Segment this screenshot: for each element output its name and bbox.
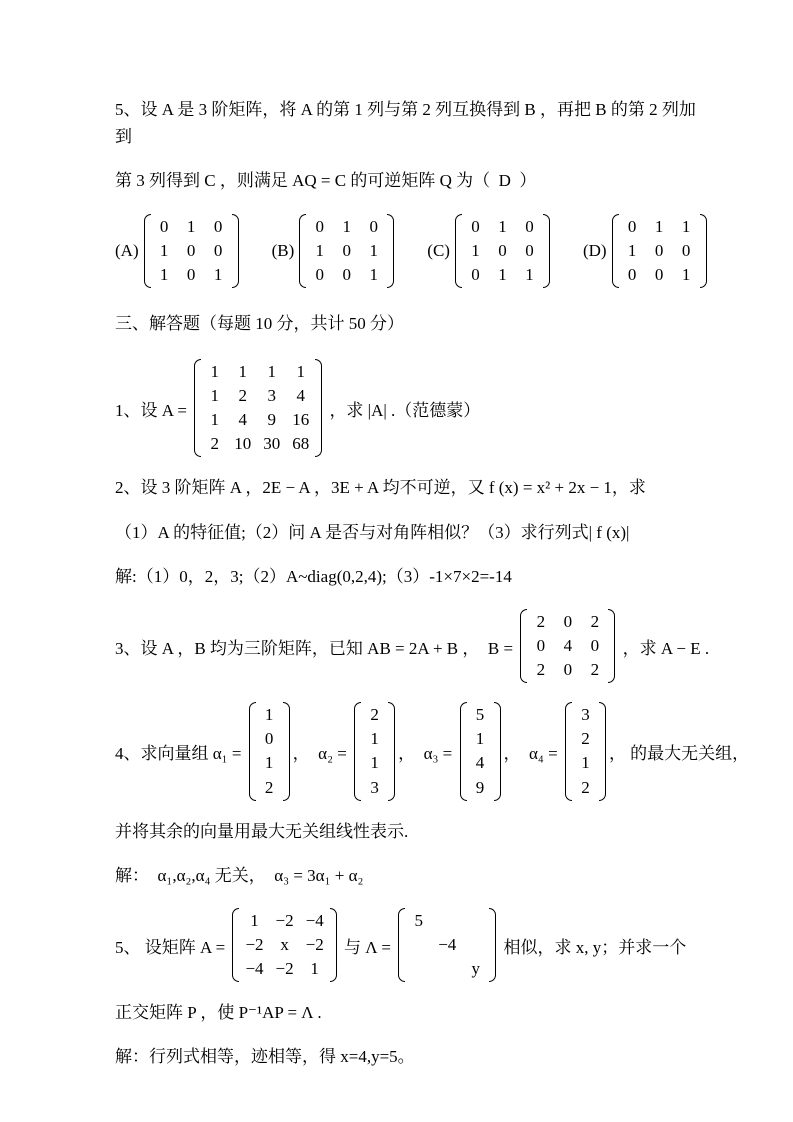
matrix-cell: 4 <box>296 386 305 406</box>
matrix-cell: 0 <box>159 216 169 236</box>
q4-vector-alpha2 <box>354 700 395 802</box>
matrix-cell: 1 <box>238 362 247 382</box>
matrix-cell: 0 <box>654 264 664 284</box>
matrix-cell: 0 <box>186 240 196 260</box>
matrix-cell: −2 <box>275 911 294 930</box>
matrix-cell: x <box>280 935 289 955</box>
q4-seg4-text: ， 的最大无关组， <box>608 743 750 763</box>
q4-solution: 解： α₁,α₂,α₄ 无关， α₃ = 3α₁ + α₂ <box>115 865 364 885</box>
q5-seg0-text: 5、 设矩阵 A = <box>115 937 230 957</box>
q5-seg2-text: 相似，求 x, y；并求一个 <box>499 937 687 957</box>
option-a-matrix <box>144 212 239 290</box>
matrix-cell: −2 <box>275 959 294 979</box>
matrix-cell: 1 <box>475 729 485 749</box>
matrix-cell: 2 <box>581 729 590 749</box>
matrix-cell: 0 <box>536 636 546 656</box>
q5-option-a <box>115 212 242 290</box>
matrix-cell: 2 <box>370 705 379 725</box>
matrix-cell: 0 <box>498 240 507 260</box>
q5-matrix-lambda <box>398 906 496 984</box>
matrix-cell: 3 <box>581 705 590 725</box>
matrix-cell: 1 <box>369 240 379 260</box>
matrix-cell: 2 <box>581 777 590 797</box>
q3-pre-text: 3、设 A ，B 均为三阶矩阵，已知 AB = 2A + B ， B = <box>115 638 518 658</box>
q5-mc-line1: 5、设 A 是 3 阶矩阵，将 A 的第 1 列与第 2 列互换得到 B ，再把 B 的第 2 列加到 <box>115 100 696 147</box>
matrix-cell: 0 <box>213 216 223 236</box>
matrix-cell: 2 <box>210 434 219 454</box>
option-a-label: (A) <box>115 240 139 260</box>
matrix-cell <box>438 910 456 932</box>
matrix-cell: 9 <box>475 777 485 797</box>
q1-post-text: ，求 |A| .（范德蒙） <box>325 400 481 420</box>
q5-option-d <box>583 212 710 290</box>
matrix-cell: 1 <box>315 240 325 260</box>
matrix-cell: 4 <box>475 753 485 773</box>
matrix-cell: 0 <box>627 264 637 284</box>
question-5 <box>115 906 711 984</box>
q5-mc-line2: 第 3 列得到 C ，则满足 AQ = C 的可逆矩阵 Q 为（ D ） <box>115 171 537 191</box>
matrix-cell: 1 <box>681 264 691 284</box>
q5-mc-options-row <box>115 212 711 290</box>
matrix-cell: 0 <box>681 240 691 260</box>
matrix-cell: 1 <box>471 240 480 260</box>
matrix-cell: 5 <box>475 705 485 725</box>
matrix-cell: 0 <box>342 240 352 260</box>
matrix-cell: 5 <box>414 911 423 930</box>
q2-solution: 解:（1）0，2，3;（2）A~diag(0,2,4);（3）-1×7×2=-14 <box>115 566 512 586</box>
matrix-cell: 68 <box>292 434 310 454</box>
matrix-cell <box>411 934 426 956</box>
matrix-cell: 2 <box>536 660 546 680</box>
matrix-cell: 1 <box>210 386 219 406</box>
matrix-cell: 0 <box>590 636 600 656</box>
matrix-cell: 2 <box>590 660 600 680</box>
matrix-cell <box>468 934 483 956</box>
matrix-cell: 1 <box>159 240 169 260</box>
matrix-cell: 1 <box>159 264 169 284</box>
option-d-label: (D) <box>582 240 607 260</box>
matrix-cell: 1 <box>654 216 664 236</box>
matrix-cell: 2 <box>590 611 600 631</box>
matrix-cell: −4 <box>305 911 324 930</box>
matrix-cell: 0 <box>563 660 573 680</box>
matrix-cell: 0 <box>186 264 196 284</box>
matrix-cell: 0 <box>563 611 573 631</box>
matrix-cell: 10 <box>234 434 252 454</box>
matrix-cell: 0 <box>471 264 480 284</box>
matrix-cell: 0 <box>627 216 637 236</box>
matrix-cell: y <box>471 959 481 979</box>
option-c-matrix <box>455 212 550 290</box>
matrix-cell: 1 <box>264 753 274 773</box>
matrix-cell: 30 <box>263 434 281 454</box>
matrix-cell: 1 <box>498 264 507 284</box>
matrix-cell: 1 <box>310 959 319 979</box>
option-c-label: (C) <box>427 240 450 260</box>
question-3 <box>115 607 711 685</box>
matrix-cell: 1 <box>267 362 276 382</box>
matrix-cell: 1 <box>681 216 691 236</box>
matrix-cell: 0 <box>264 729 274 749</box>
matrix-cell: 0 <box>654 240 664 260</box>
matrix-cell: 1 <box>250 911 259 930</box>
matrix-cell: 1 <box>213 264 223 284</box>
matrix-cell: 1 <box>581 753 590 773</box>
question-1 <box>115 357 711 459</box>
matrix-cell: 3 <box>370 777 379 797</box>
section-header: 三、解答题（每题 10 分，共计 50 分） <box>115 313 404 333</box>
matrix-cell: 0 <box>315 264 325 284</box>
q4-seg2-text: ， α₃ = <box>398 743 457 763</box>
q4-seg0-text: 4、求向量组 α₁ = <box>115 743 246 763</box>
matrix-cell: 0 <box>471 216 480 236</box>
q4-vector-alpha1 <box>249 700 290 802</box>
matrix-cell: 1 <box>210 362 219 382</box>
matrix-cell: 1 <box>264 705 274 725</box>
q4-vector-alpha4 <box>565 700 606 802</box>
option-d-matrix <box>612 212 707 290</box>
matrix-cell: 0 <box>315 216 325 236</box>
matrix-cell: 1 <box>296 362 305 382</box>
matrix-cell <box>468 910 483 932</box>
matrix-cell: 1 <box>370 753 379 773</box>
matrix-cell: 1 <box>342 216 352 236</box>
matrix-cell: −4 <box>245 959 264 979</box>
matrix-cell: 0 <box>525 240 534 260</box>
matrix-cell: −2 <box>245 935 264 955</box>
q5-seg1-text: 与 Λ = <box>339 937 396 957</box>
q4-seg1-text: ， α₂ = <box>292 743 352 763</box>
matrix-cell: −2 <box>305 935 324 955</box>
matrix-cell: 0 <box>369 216 379 236</box>
matrix-cell <box>438 958 456 980</box>
q5-matrix-a <box>232 906 336 984</box>
matrix-cell: 1 <box>369 264 379 284</box>
matrix-cell: 4 <box>563 636 573 656</box>
matrix-cell: 0 <box>213 240 223 260</box>
question-4 <box>115 700 750 802</box>
matrix-cell: 9 <box>267 410 276 430</box>
q5-option-c <box>427 212 553 290</box>
option-b-matrix <box>299 212 394 290</box>
q5-option-b <box>272 212 398 290</box>
matrix-cell: 4 <box>238 410 247 430</box>
matrix-cell: 1 <box>210 410 219 430</box>
matrix-cell: 0 <box>525 216 534 236</box>
matrix-cell: 1 <box>186 216 196 236</box>
q2-line2: （1）A 的特征值;（2）问 A 是否与对角阵相似？（3）求行列式| f (x)| <box>115 522 630 542</box>
matrix-cell: 3 <box>267 386 276 406</box>
q4-seg3-text: ， α₄ = <box>503 743 562 763</box>
matrix-cell: −4 <box>438 935 457 955</box>
q1-pre-text: 1、设 A = <box>115 400 192 420</box>
matrix-cell: 1 <box>525 264 534 284</box>
matrix-cell: 2 <box>536 611 546 631</box>
q1-matrix <box>194 357 322 459</box>
matrix-cell: 16 <box>292 410 310 430</box>
q5-solution: 解：行列式相等，迹相等，得 x=4,y=5。 <box>115 1047 415 1067</box>
q4-line2: 并将其余的向量用最大无关组线性表示. <box>115 821 409 841</box>
matrix-cell: 0 <box>342 264 352 284</box>
matrix-cell: 2 <box>264 777 274 797</box>
q4-vector-alpha3 <box>460 700 501 802</box>
matrix-cell: 2 <box>238 386 247 406</box>
matrix-cell: 1 <box>498 216 507 236</box>
q3-matrix <box>520 607 615 685</box>
matrix-cell <box>411 958 426 980</box>
option-b-label: (B) <box>271 240 295 260</box>
q5-line2: 正交矩阵 P ，使 P⁻¹AP = Λ . <box>115 1003 322 1023</box>
matrix-cell: 1 <box>627 240 637 260</box>
q3-post-text: ，求 A − E . <box>618 638 710 658</box>
q2-line1: 2、设 3 阶矩阵 A ，2E − A ，3E + A 均不可逆，又 f (x) = x² + 2x − 1，求 <box>115 478 646 498</box>
matrix-cell: 1 <box>370 729 379 749</box>
